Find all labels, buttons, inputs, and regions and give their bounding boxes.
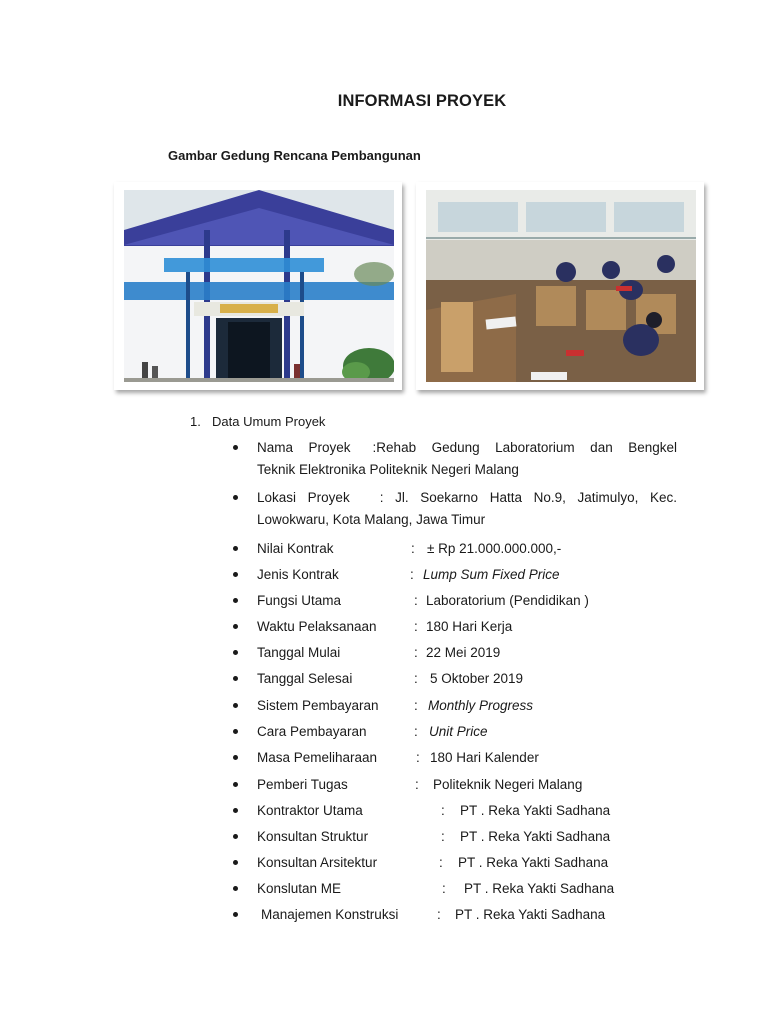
bullet-icon xyxy=(233,912,238,917)
item-colon: : xyxy=(414,593,418,608)
bullet-icon xyxy=(233,676,238,681)
list-item xyxy=(0,722,768,742)
item-value: Monthly Progress xyxy=(428,698,534,713)
bullet-icon xyxy=(233,886,238,891)
item-label: Waktu Pelaksanaan xyxy=(257,619,377,634)
list-item xyxy=(0,801,768,821)
item-line xyxy=(257,488,677,508)
item-label: Jenis Kontrak xyxy=(257,567,339,582)
item-label: Nama Proyek xyxy=(257,440,351,455)
bullet-icon xyxy=(233,598,238,603)
item-colon: : xyxy=(410,567,414,582)
item-colon: : xyxy=(414,645,418,660)
bullet-icon xyxy=(233,808,238,813)
item-value: 22 Mei 2019 xyxy=(426,645,501,660)
section-number: 1. xyxy=(190,414,201,429)
item-colon: : xyxy=(442,881,446,896)
list-item xyxy=(0,827,768,847)
item-label: Kontraktor Utama xyxy=(257,803,363,818)
item-value: Unit Price xyxy=(429,724,488,739)
item-value: PT . Reka Yakti Sadhana xyxy=(455,907,606,922)
list-item xyxy=(0,539,768,559)
workshop-photo-icon xyxy=(426,190,696,382)
list-item xyxy=(0,853,768,873)
bullet-icon xyxy=(233,860,238,865)
item-label: Tanggal Mulai xyxy=(257,645,341,660)
list-item xyxy=(0,905,768,925)
item-line xyxy=(257,438,677,458)
bullet-icon xyxy=(233,755,238,760)
item-value: PT . Reka Yakti Sadhana xyxy=(460,803,611,818)
section-heading xyxy=(190,414,325,429)
item-value: ± Rp 21.000.000.000,- xyxy=(427,541,562,556)
item-colon: : xyxy=(437,907,441,922)
list-item xyxy=(0,438,768,458)
item-colon: : xyxy=(414,698,418,713)
building-photo xyxy=(114,182,402,390)
item-value: Politeknik Negeri Malang xyxy=(433,777,583,792)
item-colon: : xyxy=(414,671,418,686)
item-label: Sistem Pembayaran xyxy=(257,698,379,713)
item-value: PT . Reka Yakti Sadhana xyxy=(464,881,615,896)
item-value: PT . Reka Yakti Sadhana xyxy=(460,829,611,844)
list-item xyxy=(0,565,768,585)
bullet-icon xyxy=(233,546,238,551)
item-value: 5 Oktober 2019 xyxy=(430,671,524,686)
item-continuation: Teknik Elektronika Politeknik Negeri Malang xyxy=(257,462,519,477)
list-item xyxy=(0,591,768,611)
bullet-icon xyxy=(233,834,238,839)
page-title: INFORMASI PROYEK xyxy=(337,92,507,110)
bullet-icon xyxy=(233,782,238,787)
list-item xyxy=(0,617,768,637)
item-label: Lokasi Proyek xyxy=(257,490,350,505)
item-value: 180 Hari Kalender xyxy=(430,750,539,765)
item-colon: : xyxy=(411,541,415,556)
list-item xyxy=(0,696,768,716)
item-colon: : xyxy=(441,829,445,844)
item-continuation: Lowokwaru, Kota Malang, Jawa Timur xyxy=(257,512,486,527)
item-value: : Jl. Soekarno Hatta No.9, Jatimulyo, Kec. xyxy=(379,490,677,505)
item-value: Laboratorium (Pendidikan ) xyxy=(426,593,589,608)
list-item xyxy=(0,775,768,795)
building-photo-icon xyxy=(124,190,394,382)
bullet-icon xyxy=(233,572,238,577)
bullet-icon xyxy=(233,624,238,629)
bullet-icon xyxy=(233,495,238,500)
item-label: Pemberi Tugas xyxy=(257,777,348,792)
item-value: :Rehab Gedung Laboratorium dan Bengkel xyxy=(372,440,678,455)
item-label: Tanggal Selesai xyxy=(257,671,353,686)
list-item xyxy=(0,879,768,899)
item-label: Konsultan Struktur xyxy=(257,829,369,844)
item-label: Konslutan ME xyxy=(257,881,342,896)
section-title: Data Umum Proyek xyxy=(212,414,326,429)
bullet-icon xyxy=(233,703,238,708)
item-label: Masa Pemeliharaan xyxy=(257,750,378,765)
item-colon: : xyxy=(439,855,443,870)
list-item xyxy=(0,669,768,689)
list-item xyxy=(0,643,768,663)
item-label: Konsultan Arsitektur xyxy=(257,855,378,870)
item-label: Cara Pembayaran xyxy=(257,724,367,739)
item-colon: : xyxy=(416,750,420,765)
bullet-icon xyxy=(233,650,238,655)
item-value: 180 Hari Kerja xyxy=(426,619,513,634)
item-colon: : xyxy=(441,803,445,818)
item-colon: : xyxy=(414,724,418,739)
list-item xyxy=(0,488,768,508)
item-colon: : xyxy=(414,619,418,634)
item-label: Manajemen Konstruksi xyxy=(261,907,399,922)
images-subtitle: Gambar Gedung Rencana Pembangunan xyxy=(168,148,421,163)
bullet-icon xyxy=(233,729,238,734)
workshop-photo xyxy=(416,182,704,390)
item-label: Nilai Kontrak xyxy=(257,541,334,556)
item-colon: : xyxy=(415,777,419,792)
bullet-icon xyxy=(233,445,238,450)
list-item xyxy=(0,748,768,768)
item-value: Lump Sum Fixed Price xyxy=(423,567,560,582)
item-label: Fungsi Utama xyxy=(257,593,342,608)
item-value: PT . Reka Yakti Sadhana xyxy=(458,855,609,870)
